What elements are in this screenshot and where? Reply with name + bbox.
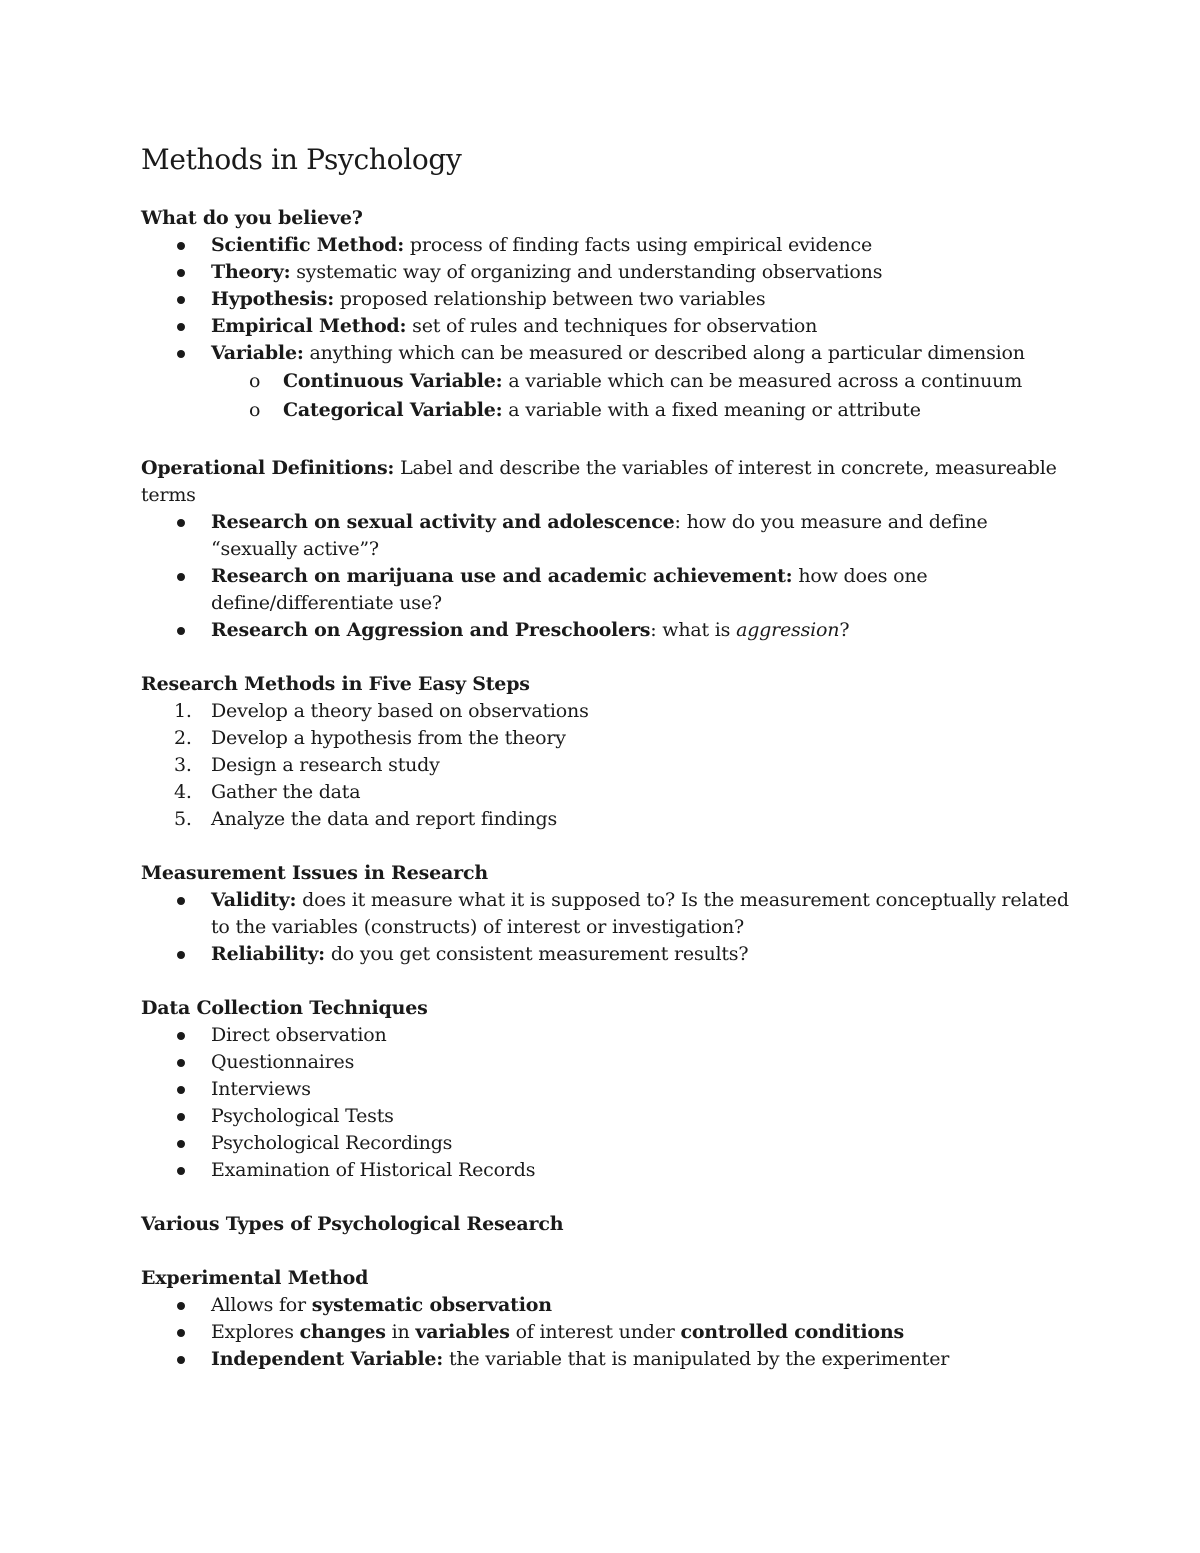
item-text: Psychological Recordings [211,1132,453,1154]
term: Scientific Method: [211,234,405,256]
document-body [141,205,1071,1373]
bullet-icon [177,1086,185,1094]
bullet-icon [177,269,185,277]
bullet-icon [177,296,185,304]
term: Reliability: [211,943,325,965]
section-heading-measurement: Measurement Issues in Research [141,862,488,884]
emphasis: variables [415,1321,510,1343]
term: Hypothesis: [211,288,335,310]
experimental-list [141,1292,1071,1373]
page-title: Methods in Psychology [141,143,462,176]
list-item [141,779,1071,806]
bullet-icon [177,1329,185,1337]
bullet-icon [177,519,185,527]
list-item [141,563,1071,617]
definition: anything which can be measured or described along a particular dimension [303,342,1025,364]
bullet-icon [177,897,185,905]
step-number: 1. [174,700,192,722]
list-item [141,617,1071,644]
step-text: Analyze the data and report findings [211,808,558,830]
step-text: Gather the data [211,781,361,803]
term: Categorical Variable: [283,399,503,421]
term: Validity: [211,889,297,911]
step-text: Develop a theory based on observations [211,700,589,722]
operational-list [141,509,1071,644]
section-heading-operational: Operational Definitions: [141,457,395,479]
step-text: Design a research study [211,754,440,776]
bullet-icon [177,1356,185,1364]
list-item [141,1049,1071,1076]
list-item [141,806,1071,833]
item-text: Psychological Tests [211,1105,394,1127]
item-text: Allows for [211,1294,312,1316]
item-text: Questionnaires [211,1051,355,1073]
sub-list-item [141,367,1071,396]
step-number: 5. [174,808,192,830]
emphasis: controlled conditions [680,1321,904,1343]
definition: the variable that is manipulated by the experimenter [443,1348,950,1370]
list-item [141,1346,1071,1373]
item-text: Explores [211,1321,300,1343]
circle-bullet-icon: o [249,399,261,421]
list-item [141,887,1071,941]
emphasis: changes [299,1321,386,1343]
item-text: of interest under [509,1321,681,1343]
operational-intro: Label and describe the variables of interest in concrete, measureable terms [141,457,1057,506]
definition: set of rules and techniques for observation [406,315,818,337]
list-item [141,1076,1071,1103]
bullet-icon [177,1113,185,1121]
list-item [141,313,1071,340]
bullet-icon [177,573,185,581]
list-item [141,1103,1071,1130]
list-item [141,1292,1071,1319]
section-heading-data-collection: Data Collection Techniques [141,997,428,1019]
sub-list-item [141,396,1071,425]
list-item [141,698,1071,725]
term: Continuous Variable: [283,370,503,392]
definition: how does one define/differentiate use? [211,565,928,614]
bullet-icon [177,951,185,959]
bullet-icon [177,1059,185,1067]
list-item [141,941,1071,968]
data-collection-list [141,1022,1071,1184]
list-item [141,340,1071,367]
bullet-icon [177,323,185,331]
bullet-icon [177,1302,185,1310]
step-number: 2. [174,727,192,749]
definition: a variable which can be measured across a continuum [502,370,1023,392]
section-heading-various-types: Various Types of Psychological Research [141,1213,564,1235]
term: Empirical Method: [211,315,407,337]
list-item [141,752,1071,779]
item-text: Examination of Historical Records [211,1159,536,1181]
list-item [141,1022,1071,1049]
list-item [141,509,1071,563]
section-heading-beliefs: What do you believe? [141,207,363,229]
term: Variable: [211,342,304,364]
section-heading-experimental: Experimental Method [141,1267,369,1289]
section-heading-steps: Research Methods in Five Easy Steps [141,673,530,695]
item-text: Direct observation [211,1024,387,1046]
list-item [141,286,1071,313]
step-text: Develop a hypothesis from the theory [211,727,566,749]
list-item [141,232,1071,259]
item-text: in [385,1321,416,1343]
operational-definitions-paragraph [141,455,1071,509]
definition: process of finding facts using empirical evidence [404,234,873,256]
definition: do you get consistent measurement results? [325,943,749,965]
bullet-icon [177,1140,185,1148]
bullet-icon [177,242,185,250]
definition-tail: ? [839,619,850,641]
definition: a variable with a fixed meaning or attribute [502,399,921,421]
definition: does it measure what it is supposed to? Is the measurement conceptually related to the variables (constructs) of interest or investigation? [211,889,1069,938]
term: Research on sexual activity and adolescence [211,511,675,533]
term: Independent Variable: [211,1348,444,1370]
list-item [141,1319,1071,1346]
step-number: 4. [174,781,192,803]
measurement-list [141,887,1071,968]
definition: proposed relationship between two variables [334,288,766,310]
bullet-icon [177,627,185,635]
bullet-icon [177,1167,185,1175]
definition: systematic way of organizing and understanding observations [290,261,883,283]
item-text: Interviews [211,1078,311,1100]
term: Research on Aggression and Preschoolers [211,619,651,641]
beliefs-list [141,232,1071,425]
emphasis: systematic observation [311,1294,552,1316]
list-item [141,259,1071,286]
definition: : what is [650,619,737,641]
list-item [141,725,1071,752]
definition: : how do you measure and define “sexually active”? [211,511,988,560]
term: Theory: [211,261,291,283]
term: Research on marijuana use and academic achievement: [211,565,793,587]
circle-bullet-icon: o [249,370,261,392]
bullet-icon [177,1032,185,1040]
step-number: 3. [174,754,192,776]
steps-list [141,698,1071,833]
list-item [141,1157,1071,1184]
italic-term: aggression [736,619,840,641]
list-item [141,1130,1071,1157]
bullet-icon [177,350,185,358]
